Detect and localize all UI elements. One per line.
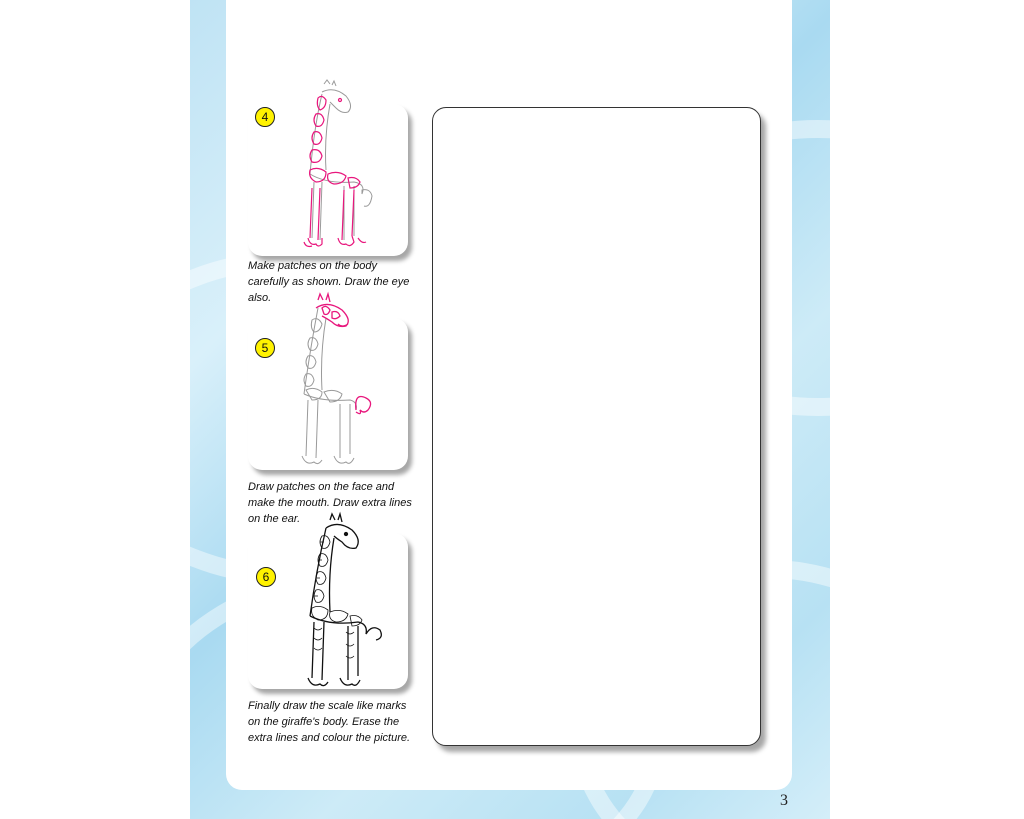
page-number: 3 (780, 792, 788, 809)
drawing-area[interactable] (432, 107, 761, 746)
step-5-caption: Draw patches on the face and make the mouth. Draw extra lines on the ear. (248, 481, 412, 525)
step-4-number-badge: 4 (255, 107, 275, 127)
step-5-number-badge: 5 (255, 338, 275, 358)
giraffe-step-6-icon (300, 512, 390, 692)
step-6-caption: Finally draw the scale like marks on the giraffe's body. Erase the extra lines and colour the picture. (248, 700, 411, 744)
step-4-caption: Make patches on the body carefully as shown. Draw the eye also. (248, 260, 410, 304)
step-6-number-badge: 6 (256, 567, 276, 587)
giraffe-step-5-icon (292, 290, 382, 470)
giraffe-step-4-icon (296, 78, 376, 254)
